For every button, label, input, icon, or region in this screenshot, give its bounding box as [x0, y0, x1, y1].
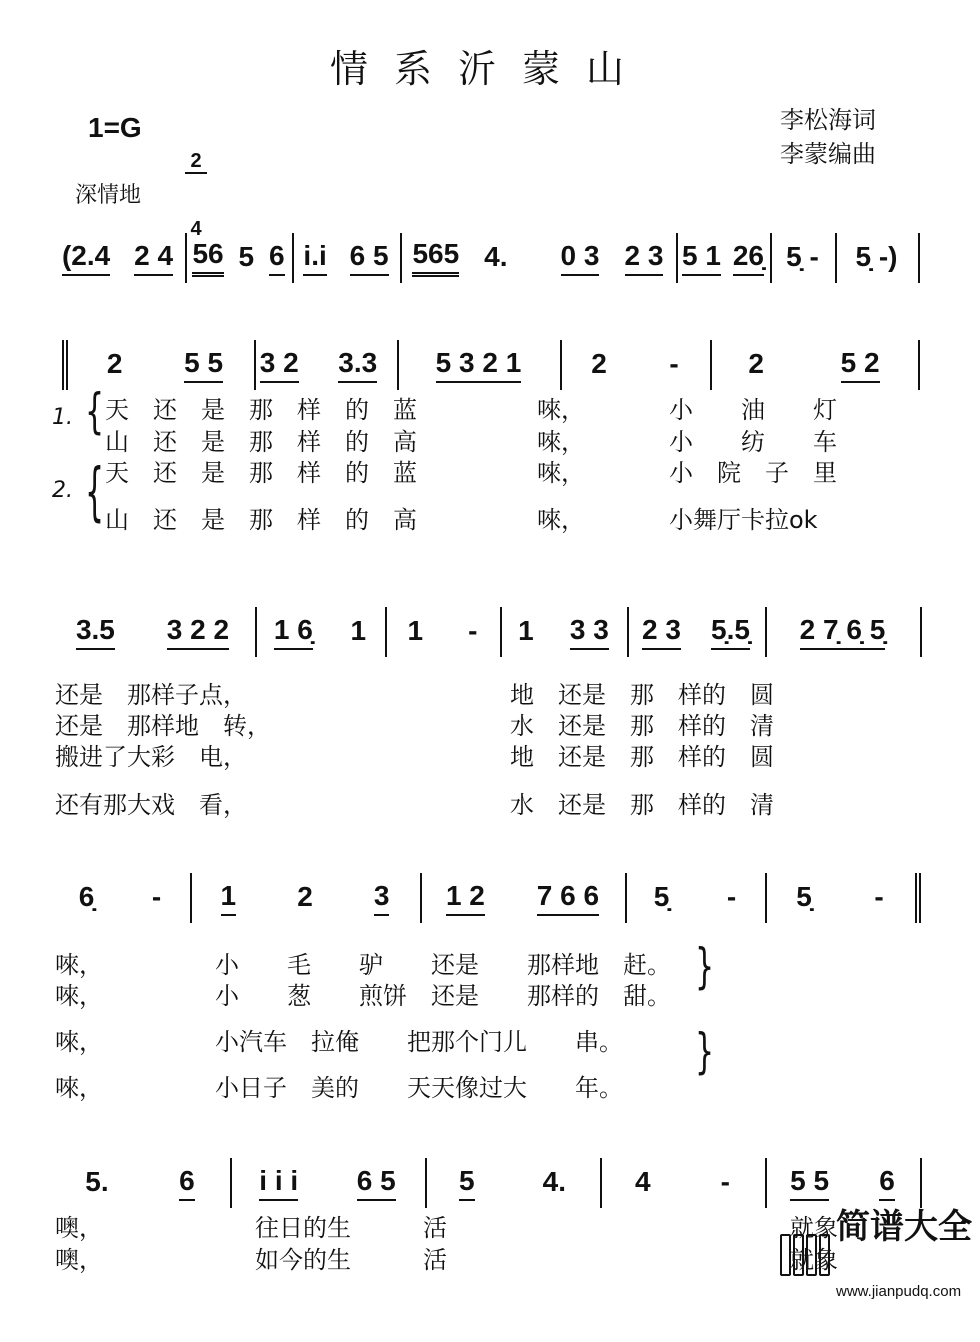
verse-number: 1. [52, 405, 73, 430]
note-group: 2 3 [625, 241, 664, 276]
note-group: 4 [635, 1165, 651, 1197]
lyric-line: 噢， [55, 1214, 103, 1242]
site-logo [780, 1171, 972, 1338]
lyric-line: 水 还是 那 样的 清 [510, 712, 774, 740]
measure [548, 233, 678, 283]
lyric-line: 还是 那样地 转， [55, 712, 271, 740]
measure [50, 607, 257, 657]
note-group: 3 2 [260, 348, 299, 383]
logo-text: 简谱大全 [836, 1207, 972, 1247]
key-signature: 1=G [88, 112, 142, 143]
note-group: 3 2 2 [167, 615, 229, 650]
note-group: 565 [412, 239, 459, 277]
note-group: i i i [259, 1166, 298, 1201]
lyric-line: 噢， [55, 1246, 103, 1274]
time-signature-bottom: 4 [190, 218, 202, 240]
note-group: 2 [591, 347, 607, 379]
note-group: 2 [297, 880, 313, 912]
note-group: 5 5 [184, 348, 223, 383]
repeat-brace: } [695, 939, 715, 996]
note-group: 0 3 [561, 241, 600, 276]
lyric-line: 小汽车 拉俺 把那个门儿 串。 [215, 1028, 623, 1056]
measure [185, 233, 294, 283]
note-group: 3.5 [76, 615, 115, 650]
note-group: 1 [221, 881, 237, 916]
logo-url: www.jianpudq.com [836, 1283, 962, 1300]
note-group: 5 1 [682, 241, 721, 276]
note-group: 5̣ [653, 880, 670, 912]
note-group: 5. [85, 1165, 109, 1197]
verse-brace: { [85, 384, 105, 441]
note-group: - [151, 880, 162, 912]
lyric-line: 就象 [790, 1214, 838, 1242]
tempo-marking: 深情地 [75, 183, 142, 208]
lyric-line: 山 还 是 那 样 的 高 唻， 小 纺 车 [105, 428, 837, 456]
note-group: 5 3 2 1 [436, 348, 522, 383]
measure [240, 340, 399, 390]
note-group: 5̣ - [786, 240, 819, 272]
lyric-line: 山 还 是 那 样 的 高 唻， 小舞厅卡拉ok [105, 506, 818, 534]
lyricist-credit: 李松海词 [780, 106, 876, 134]
measure [765, 873, 921, 923]
measure [676, 233, 772, 283]
piano-keys-icon [780, 1234, 830, 1276]
lyric-line: 唻， [55, 982, 103, 1010]
measure [765, 607, 922, 657]
measure [385, 607, 502, 657]
note-group: 1 [350, 614, 367, 646]
composer-credit: 李蒙编曲 [780, 140, 876, 168]
lyric-line: 小 葱 煎饼 还是 那样的 甜。 [215, 982, 671, 1010]
repeat-brace: } [695, 1024, 715, 1081]
lyric-line: 天 还 是 那 样 的 蓝 唻， 小 院 子 里 [105, 459, 837, 487]
measure [500, 607, 629, 657]
lyric-line: 还有那大戏 看， [55, 791, 247, 819]
lyric-line: 唻， [55, 1074, 103, 1102]
note-group: 5̣.5̣ [711, 615, 750, 650]
note-group: 2 4 [134, 241, 173, 276]
lyric-line: 唻， [55, 1028, 103, 1056]
lyric-line: 水 还是 那 样的 清 [510, 791, 774, 819]
note-group: 4. [542, 1165, 566, 1197]
note-group: 3 [374, 881, 390, 916]
note-group: 6 [269, 241, 285, 276]
measure [292, 233, 402, 283]
note-group: 56 [192, 239, 223, 277]
measure [50, 873, 192, 923]
note-group: 6 5 [350, 241, 389, 276]
lyric-line: 唻， [55, 951, 103, 979]
measure [62, 340, 256, 390]
note-group: 2 3 [642, 615, 681, 650]
lyric-line: 往日的生 活 [255, 1214, 447, 1242]
measure [835, 233, 920, 283]
note-group: 4. [484, 240, 508, 272]
note-group: - [468, 614, 478, 646]
note-group: - [874, 880, 884, 912]
lyric-line: 地 还是 那 样的 圆 [510, 681, 774, 709]
note-group: 1 [407, 614, 424, 646]
verse-number: 2. [52, 478, 73, 503]
note-group: 1 2 [446, 881, 485, 916]
lyric-line: 小 毛 驴 还是 那样地 赶。 [215, 951, 671, 979]
note-group: - [669, 347, 679, 379]
measure [397, 340, 562, 390]
note-group: (2.4 [62, 241, 110, 276]
note-group: 5 2 [841, 348, 880, 383]
measure [710, 340, 920, 390]
measure [230, 1158, 427, 1208]
note-group: 1 6̣ [274, 615, 313, 650]
note-group: 5 [459, 1166, 475, 1201]
lyric-line: 地 还是 那 样的 圆 [510, 743, 774, 771]
measure [560, 340, 712, 390]
verse-brace: { [85, 456, 105, 530]
note-group: 6 [179, 1166, 195, 1201]
note-group: 3.3 [338, 348, 377, 383]
note-group: 7 6 6 [537, 881, 599, 916]
measure [625, 873, 767, 923]
note-group: - [720, 1165, 730, 1197]
note-group: 1 [518, 614, 534, 646]
note-group: 3 3 [570, 615, 609, 650]
measure [627, 607, 767, 657]
measure [425, 1158, 602, 1208]
lyric-line: 还是 那样子点， [55, 681, 247, 709]
note-group: i.i [303, 241, 326, 276]
note-group: 6 [879, 1166, 895, 1201]
note-group: 5̣ -) [855, 240, 898, 272]
note-group: 6̣ [78, 880, 95, 912]
note-group: 2 [748, 347, 764, 379]
note-group: 2 [106, 347, 123, 379]
note-group: 2 7̣ 6̣ 5̣ [800, 615, 886, 650]
note-group: 5̣ [796, 880, 812, 912]
note-group: - [726, 880, 737, 912]
time-signature-top: 2 [185, 150, 207, 174]
note-group: 6 5 [357, 1166, 396, 1201]
lyric-line: 搬进了大彩 电， [55, 743, 247, 771]
note-group: 5 [238, 240, 255, 272]
measure [50, 233, 187, 283]
song-title: 情系沂蒙山 [329, 47, 650, 91]
measure [50, 1158, 232, 1208]
lyric-line: 就象 [790, 1246, 838, 1274]
note-group: 26̣ [733, 241, 764, 276]
note-group: 5 5 [790, 1166, 829, 1201]
lyric-line: 如今的生 活 [255, 1246, 447, 1274]
measure [770, 233, 837, 283]
lyric-line: 小日子 美的 天天像过大 年。 [215, 1074, 623, 1102]
measure [600, 1158, 767, 1208]
lyric-line: 天 还 是 那 样 的 蓝 唻， 小 油 灯 [105, 396, 837, 424]
measure [400, 233, 520, 283]
measure [255, 607, 387, 657]
measure [420, 873, 627, 923]
measure [190, 873, 422, 923]
